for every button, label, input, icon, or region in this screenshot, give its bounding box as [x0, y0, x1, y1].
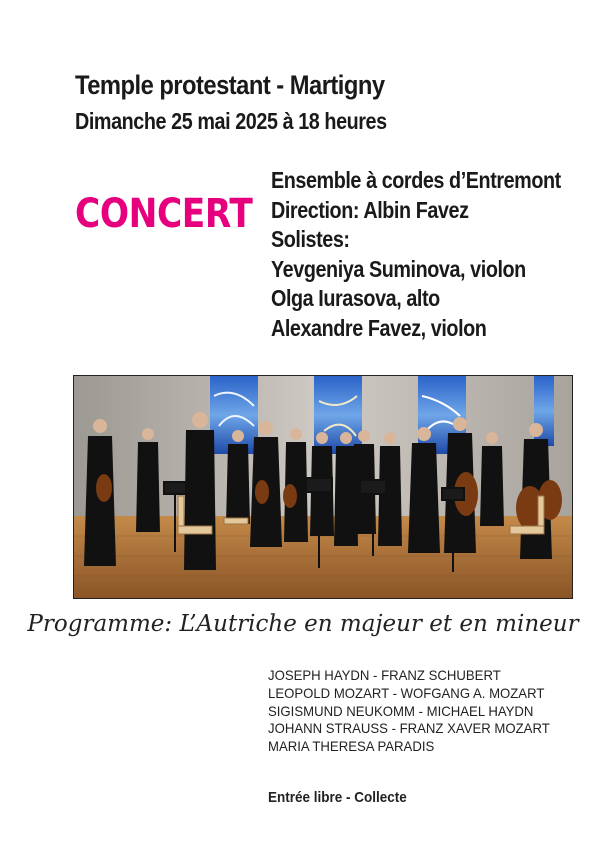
venue-title: Temple protestant - Martigny	[75, 70, 385, 100]
concert-label: CONCERT	[75, 191, 253, 237]
composer-line: MARIA THERESA PARADIS	[268, 738, 435, 755]
composers-list	[268, 667, 568, 756]
ensemble-photo	[73, 375, 573, 599]
concert-date: Dimanche 25 mai 2025 à 18 heures	[75, 108, 387, 134]
composer-line: JOHANN STRAUSS - FRANZ XAVER MOZART	[268, 720, 550, 737]
composer-line: LEOPOLD MOZART - WOFGANG A. MOZART	[268, 684, 545, 701]
entry-note: Entrée libre - Collecte	[268, 789, 407, 806]
composer-line: JOSEPH HAYDN - FRANZ SCHUBERT	[268, 667, 501, 683]
soloist: Olga Iurasova, alto	[271, 285, 440, 312]
conductor: Direction: Albin Favez	[271, 196, 469, 223]
ensemble-name: Ensemble à cordes d’Entremont	[271, 167, 561, 193]
programme-title: Programme: L’Autriche en majeur et en mineur	[27, 611, 579, 637]
soloists-heading: Solistes:	[271, 226, 350, 253]
soloist: Yevgeniya Suminova, violon	[271, 255, 526, 282]
composer-line: SIGISMUND NEUKOMM - MICHAEL HAYDN	[268, 702, 534, 719]
soloist: Alexandre Favez, violon	[271, 314, 487, 341]
performers-list	[271, 166, 606, 344]
